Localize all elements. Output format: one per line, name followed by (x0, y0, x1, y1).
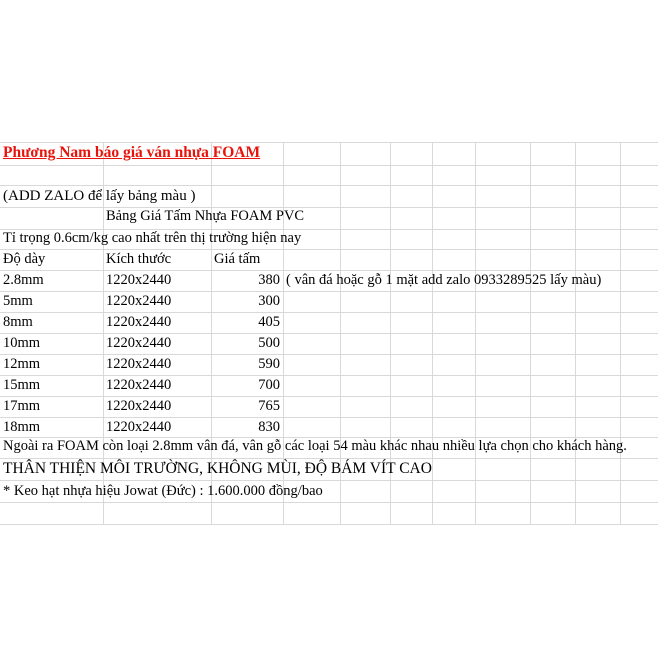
row-size[interactable]: 1220x2440 (106, 272, 172, 288)
row-size[interactable]: 1220x2440 (106, 377, 172, 393)
row-thickness[interactable]: 17mm (3, 398, 41, 414)
sheet-title[interactable]: Phương Nam báo giá ván nhựa FOAM (3, 144, 261, 161)
header-size[interactable]: Kích thước (106, 251, 172, 267)
row-price[interactable]: 300 (258, 293, 280, 309)
row-size[interactable]: 1220x2440 (106, 398, 172, 414)
row-price[interactable]: 405 (258, 314, 280, 330)
row-thickness[interactable]: 12mm (3, 356, 41, 372)
row-price[interactable]: 380 (258, 272, 280, 288)
row-price[interactable]: 765 (258, 398, 280, 414)
row-thickness[interactable]: 5mm (3, 293, 33, 309)
row-price[interactable]: 590 (258, 356, 280, 372)
row-size[interactable]: 1220x2440 (106, 335, 172, 351)
header-thickness[interactable]: Độ dày (3, 251, 46, 267)
row-size[interactable]: 1220x2440 (106, 356, 172, 372)
glue-note[interactable]: * Keo hạt nhựa hiệu Jowat (Đức) : 1.600.000 đồng/bao (3, 483, 323, 499)
header-price[interactable]: Giá tấm (214, 251, 261, 267)
row-size[interactable]: 1220x2440 (106, 314, 172, 330)
row-thickness[interactable]: 8mm (3, 314, 33, 330)
row-thickness[interactable]: 18mm (3, 419, 41, 435)
row-price[interactable]: 500 (258, 335, 280, 351)
add-zalo-note[interactable]: (ADD ZALO để lấy bảng màu ) (3, 188, 196, 204)
density-note[interactable]: Tỉ trọng 0.6cm/kg cao nhất trên thị trường hiện nay (3, 230, 302, 246)
row-note[interactable]: ( vân đá hoặc gỗ 1 mặt add zalo 0933289525 lấy màu) (286, 272, 602, 288)
row-price[interactable]: 830 (258, 419, 280, 435)
row-size[interactable]: 1220x2440 (106, 293, 172, 309)
price-table-title[interactable]: Bảng Giá Tấm Nhựa FOAM PVC (106, 208, 305, 224)
row-thickness[interactable]: 2.8mm (3, 272, 44, 288)
features-note[interactable]: THÂN THIỆN MÔI TRƯỜNG, KHÔNG MÙI, ĐỘ BÁM VÍT CAO (3, 460, 432, 477)
row-size[interactable]: 1220x2440 (106, 419, 172, 435)
footer-note[interactable]: Ngoài ra FOAM còn loại 2.8mm vân đá, vân gỗ các loại 54 màu khác nhau nhiều lựa chọn cho khách hàng. (3, 438, 627, 454)
row-thickness[interactable]: 10mm (3, 335, 41, 351)
row-thickness[interactable]: 15mm (3, 377, 41, 393)
row-price[interactable]: 700 (258, 377, 280, 393)
